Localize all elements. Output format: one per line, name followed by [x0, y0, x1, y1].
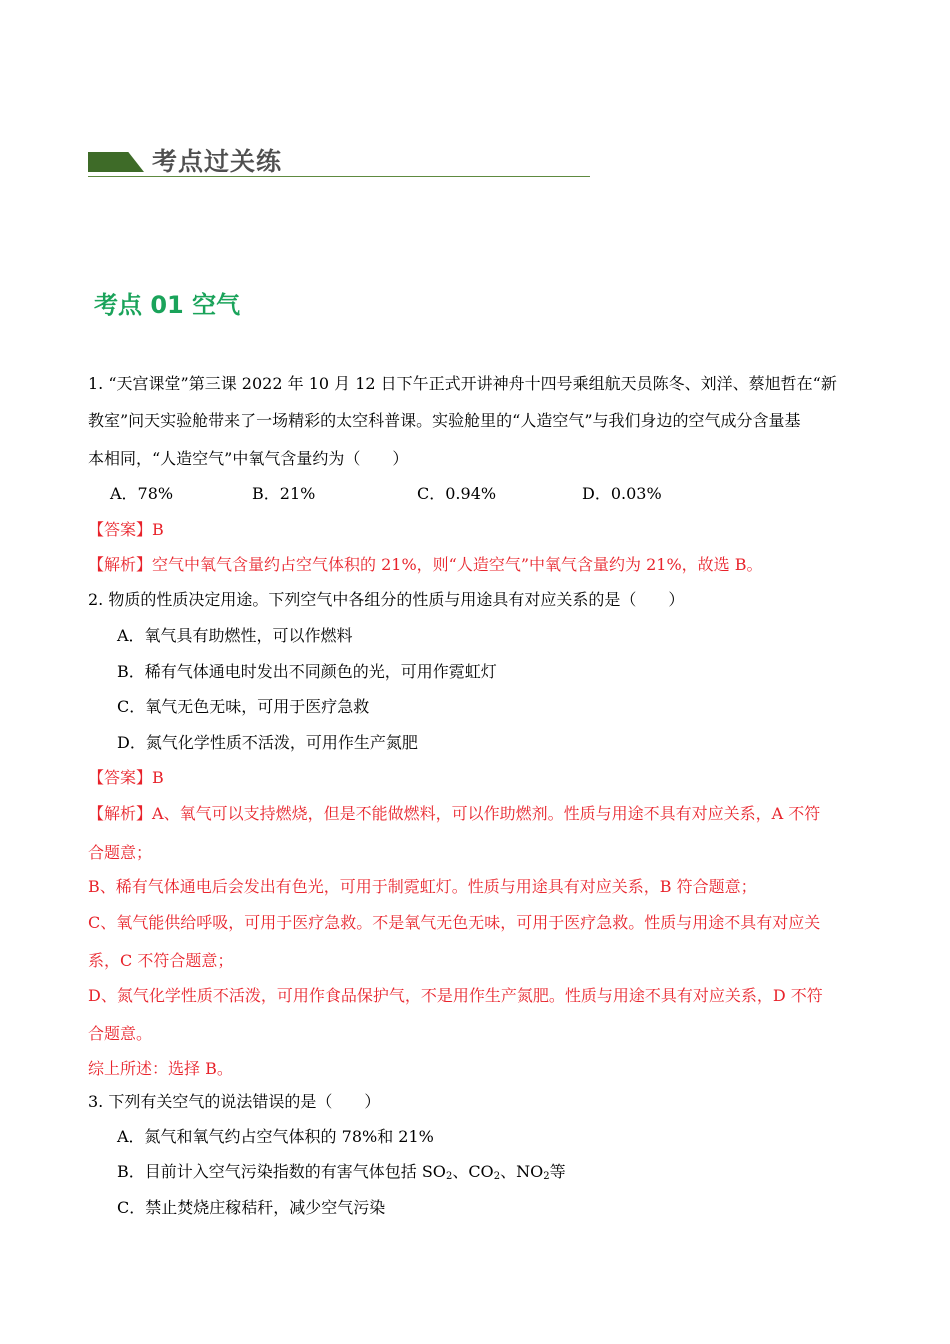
section-banner — [88, 140, 590, 180]
q3-option-a: A．氮气和氧气约占空气体积的 78%和 21% — [117, 1127, 434, 1146]
q2-analysis-line-7: 合题意。 — [88, 1024, 153, 1043]
q1-option-d: D．0.03% — [582, 484, 662, 503]
q2-option-c: C．氧气无色无味，可用于医疗急救 — [117, 697, 370, 716]
q2-option-b: B．稀有气体通电时发出不同颜色的光，可用作霓虹灯 — [117, 662, 497, 681]
co2-subscript: 2 — [493, 1171, 501, 1182]
so2-subscript: 2 — [445, 1171, 453, 1182]
q1-option-a: A．78% — [110, 484, 174, 503]
q2-analysis-line-6: D、氮气化学性质不活泼，可用作食品保护气，不是用作生产氮肥。性质与用途不具有对应关系，D 不符 — [88, 986, 823, 1005]
q3-option-b-suffix: 等 — [549, 1162, 566, 1181]
q3-option-c: C．禁止焚烧庄稼秸秆，减少空气污染 — [117, 1198, 386, 1217]
q2-analysis-label: 【解析】 — [88, 804, 153, 823]
q3-option-b-prefix: B．目前计入空气污染指数的有害气体包括 SO — [117, 1162, 446, 1181]
q1-analysis-text: 空气中氧气含量约占空气体积的 21%，则“人造空气”中氧气含量约为 21%，故选 B。 — [152, 555, 763, 574]
q1-analysis-label: 【解析】 — [88, 555, 153, 574]
q2-analysis-text-1: A、氧气可以支持燃烧，但是不能做燃料，可以作助燃剂。性质与用途不具有对应关系，A 不符 — [152, 804, 821, 823]
section-title: 考点过关练 — [152, 147, 283, 176]
q1-option-c: C．0.94% — [417, 484, 497, 503]
topic-heading: 考点 01 空气 — [94, 291, 241, 319]
banner-divider — [88, 176, 590, 177]
q1-stem-line-1: 1. “天宫课堂”第三课 2022 年 10 月 12 日下午正式开讲神舟十四号乘组航天员陈冬、刘洋、蔡旭哲在“新 — [88, 374, 837, 393]
no2-subscript: 2 — [543, 1171, 550, 1182]
q3-option-b — [117, 1162, 566, 1182]
q2-answer: 【答案】B — [88, 768, 164, 787]
q3-option-b-no: 、NO — [500, 1162, 544, 1181]
q3-stem: 3. 下列有关空气的说法错误的是（ ） — [88, 1092, 381, 1111]
q2-stem: 2. 物质的性质决定用途。下列空气中各组分的性质与用途具有对应关系的是（ ） — [88, 590, 685, 609]
q2-analysis-line-2: 合题意； — [88, 843, 153, 862]
q1-analysis — [88, 555, 763, 575]
q2-analysis-line-3: B、稀有气体通电后会发出有色光，可用于制霓虹灯。性质与用途具有对应关系，B 符合题意； — [88, 877, 757, 896]
q1-stem-line-3: 本相同，“人造空气”中氧气含量约为（ ） — [88, 449, 409, 468]
q2-option-a: A．氧气具有助燃性，可以作燃料 — [117, 626, 353, 645]
q1-stem-line-2: 教室”问天实验舱带来了一场精彩的太空科普课。实验舱里的“人造空气”与我们身边的空气成分含量基 — [88, 411, 801, 430]
q2-option-d: D．氮气化学性质不活泼，可用作生产氮肥 — [117, 733, 418, 752]
q2-analysis-line-8: 综上所述：选择 B。 — [88, 1059, 233, 1078]
q1-option-b: B．21% — [252, 484, 316, 503]
banner-arrow-icon — [88, 152, 144, 172]
q1-answer: 【答案】B — [88, 520, 164, 539]
q2-analysis-line-1 — [88, 804, 820, 824]
q2-analysis-line-4: C、氧气能供给呼吸，可用于医疗急救。不是氧气无色无味，可用于医疗急救。性质与用途不具有对应关 — [88, 913, 821, 932]
q3-option-b-co: 、CO — [452, 1162, 494, 1181]
q2-analysis-line-5: 系，C 不符合题意； — [88, 951, 234, 970]
